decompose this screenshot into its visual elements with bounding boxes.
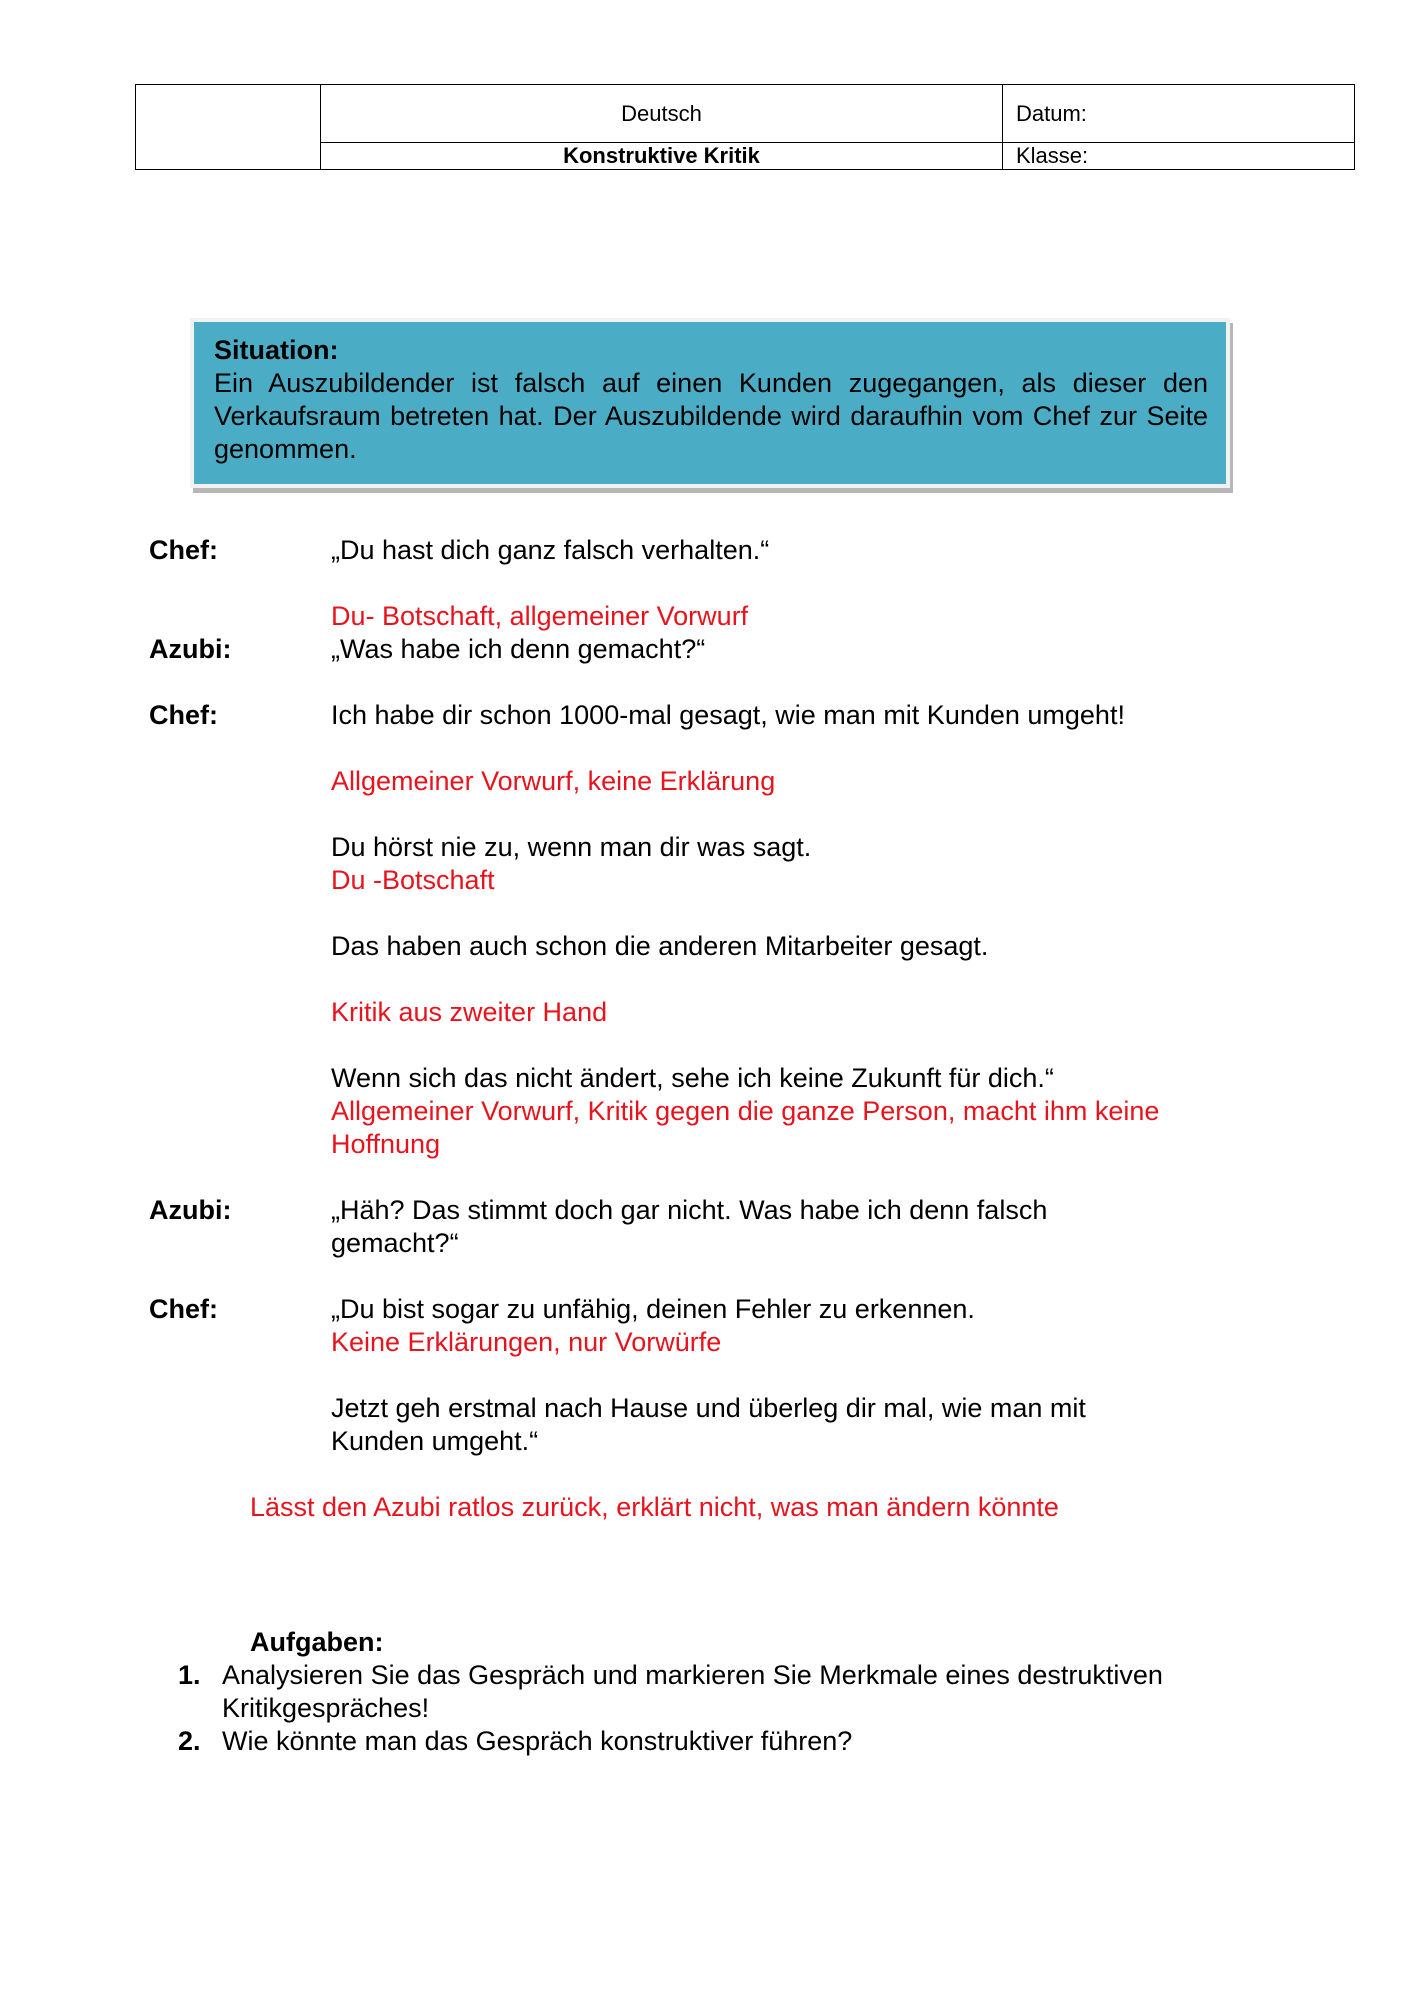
dialog-line: Du hörst nie zu, wenn man dir was sagt.	[331, 832, 812, 862]
speaker-label: Chef:	[149, 535, 218, 565]
topic-cell: Konstruktive Kritik	[321, 143, 1003, 169]
dialog-line: Ich habe dir schon 1000-mal gesagt, wie man mit Kunden umgeht!	[331, 700, 1125, 730]
dialog-line: „Du bist sogar zu unfähig, deinen Fehler zu erkennen.	[331, 1294, 975, 1324]
speaker-label: Chef:	[149, 700, 218, 730]
tasks-title: Aufgaben:	[250, 1627, 384, 1657]
dialog-line: „Du hast dich ganz falsch verhalten.“	[331, 535, 770, 565]
dialog-line: gemacht?“	[331, 1228, 459, 1258]
task-text: Wie könnte man das Gespräch konstruktiver führen?	[222, 1726, 853, 1756]
class-label: Klasse:	[1016, 143, 1089, 168]
critique-summary: Lässt den Azubi ratlos zurück, erklärt nicht, was man ändern könnte	[250, 1492, 1059, 1522]
situation-text: Ein Auszubildender ist falsch auf einen Kunden zugegangen, als dieser den Verkaufsraum betreten hat. Der Auszubildende wird daraufhin vom Chef zur Seite genommen.	[214, 368, 1208, 464]
critique-note: Allgemeiner Vorwurf, Kritik gegen die ganze Person, macht ihm keine	[331, 1096, 1160, 1126]
situation-title: Situation:	[214, 335, 339, 365]
critique-note: Allgemeiner Vorwurf, keine Erklärung	[331, 766, 776, 796]
critique-note: Kritik aus zweiter Hand	[331, 997, 608, 1027]
dialog-line: „Häh? Das stimmt doch gar nicht. Was habe ich denn falsch	[331, 1195, 1048, 1225]
logo-cell	[136, 85, 321, 169]
task-number: 1.	[178, 1660, 201, 1690]
speaker-label: Azubi:	[149, 1195, 232, 1225]
speaker-label: Chef:	[149, 1294, 218, 1324]
critique-note: Du -Botschaft	[331, 865, 495, 895]
date-label: Datum:	[1003, 85, 1354, 143]
subject-cell: Deutsch	[321, 85, 1003, 143]
situation-box	[190, 318, 1230, 488]
task-number: 2.	[178, 1726, 201, 1756]
header-table	[135, 84, 1355, 170]
dialog-line: Wenn sich das nicht ändert, sehe ich keine Zukunft für dich.“	[331, 1063, 1054, 1093]
dialog-line: Kunden umgeht.“	[331, 1426, 539, 1456]
speaker-label: Azubi:	[149, 634, 232, 664]
critique-note: Keine Erklärungen, nur Vorwürfe	[331, 1327, 722, 1357]
dialog-line: Jetzt geh erstmal nach Hause und überleg dir mal, wie man mit	[331, 1393, 1086, 1423]
task-text: Analysieren Sie das Gespräch und markieren Sie Merkmale eines destruktiven Kritikgespräches!	[222, 1660, 1163, 1723]
critique-note: Hoffnung	[331, 1129, 441, 1159]
critique-note: Du- Botschaft, allgemeiner Vorwurf	[331, 601, 749, 631]
dialog-line: „Was habe ich denn gemacht?“	[331, 634, 706, 664]
dialog-line: Das haben auch schon die anderen Mitarbeiter gesagt.	[331, 931, 989, 961]
